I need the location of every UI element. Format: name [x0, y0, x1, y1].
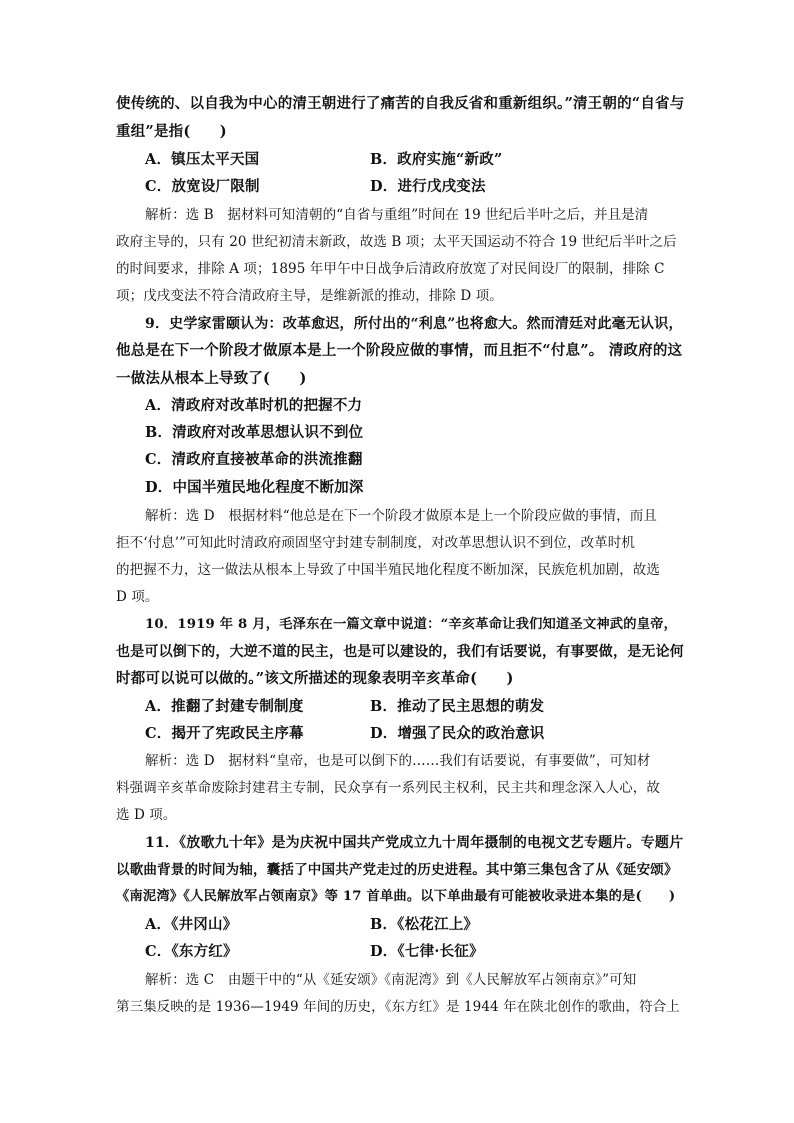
q11-stem-line-2: 以歌曲背景的时间为轴，囊括了中国共产党走过的历史进程。其中第三集包含了从《延安颂》 — [116, 862, 678, 878]
q8-option-d: D．进行戊戌变法 — [370, 178, 486, 195]
q10-analysis-line-3: 选 D 项。 — [116, 807, 177, 823]
q8-option-a: A．镇压太平天国 — [145, 151, 260, 168]
q10-stem-line-2: 也是可以倒下的，大逆不道的民主，也是可以建设的，我们有话要说，有事要做，是无论何 — [116, 644, 684, 660]
q11-analysis-line-1: 解析：选 C 由题干中的“从《延安颂》《南泥湾》到《人民解放军占领南京》”可知 — [145, 972, 637, 988]
q10-option-d: D．增强了民众的政治意识 — [370, 725, 545, 742]
q8-option-c: C．放宽设厂限制 — [145, 178, 260, 195]
q9-option-b: B．清政府对改革思想认识不到位 — [145, 424, 364, 441]
q11-analysis-line-2: 第三集反映的是 1936—1949 年间的历史，《东方红》是 1944 年在陕北创作的歌曲，符合上 — [116, 999, 680, 1015]
q10-stem-line-3: 时都可以说可以做的。”该文所描述的现象表明辛亥革命( ) — [116, 670, 514, 687]
q10-analysis-line-2: 料强调辛亥革命废除封建君主专制，民众享有一系列民主权利，民主共和理念深入人心，故 — [116, 780, 660, 796]
q9-stem-line-2: 他总是在下一个阶段才做原本是上一个阶段应做的事情，而且拒不“付息”。 清政府的这 — [116, 342, 683, 359]
q9-stem-line-3: 一做法从根本上导致了( ) — [116, 370, 307, 387]
q9-analysis-line-1: 解析：选 D 根据材料“他总是在下一个阶段才做原本是上一个阶段应做的事情，而且 — [145, 508, 657, 524]
q9-option-d: D．中国半殖民地化程度不断加深 — [145, 479, 364, 496]
q9-analysis-line-4: D 项。 — [116, 589, 159, 605]
q9-analysis-line-3: 的把握不力，这一做法从根本上导致了中国半殖民地化程度不断加深，民族危机加剧，故选 — [116, 562, 660, 578]
q10-option-a: A．推翻了封建专制制度 — [145, 698, 304, 715]
q10-option-c: C．揭开了宪政民主序幕 — [145, 725, 304, 742]
q11-option-b: B．《松花江上》 — [370, 916, 479, 933]
q10-option-b: B．推动了民主思想的萌发 — [370, 698, 545, 715]
q8-stem-line-1: 使传统的、以自我为中心的清王朝进行了痛苦的自我反省和重新组织。”清王朝的“自省与 — [116, 95, 685, 112]
q9-option-a: A．清政府对改革时机的把握不力 — [145, 397, 363, 414]
q8-analysis-line-3: 的时间要求，排除 A 项；1895 年甲午中日战争后清政府放宽了对民间设厂的限制，排除 C — [116, 261, 665, 277]
q9-analysis-line-2: 拒不‘付息’”可知此时清政府顽固坚守封建专制制度，对改革思想认识不到位，改革时机 — [116, 535, 635, 551]
q8-analysis-line-2: 政府主导的，只有 20 世纪初清末新政，故选 B 项；太平天国运动不符合 19 世纪后半叶之后 — [116, 234, 677, 250]
q8-analysis-line-4: 项；戊戌变法不符合清政府主导，是维新派的推动，排除 D 项。 — [116, 288, 503, 304]
q8-analysis-line-1: 解析：选 B 据材料可知清朝的“自省与重组”时间在 19 世纪后半叶之后，并且是清 — [145, 207, 649, 223]
q8-option-b: B．政府实施“新政” — [370, 151, 503, 168]
q11-option-c: C．《东方红》 — [145, 943, 238, 960]
q11-stem-line-3: 《南泥湾》《人民解放军占领南京》等 17 首单曲。以下单曲最有可能被收录进本集的是( ) — [116, 889, 676, 904]
q11-stem-line-1: 11．《放歌九十年》是为庆祝中国共产党成立九十周年摄制的电视文艺专题片。专题片 — [145, 835, 684, 851]
q10-analysis-line-1: 解析：选 D 据材料“皇帝，也是可以倒下的……我们有话要说，有事要做”，可知材 — [145, 753, 651, 769]
q10-stem-line-1: 10．1919 年 8 月，毛泽东在一篇文章中说道：“辛亥革命让我们知道圣文神武的皇帝， — [145, 617, 678, 632]
q8-stem-line-2: 重组”是指( ) — [116, 123, 227, 140]
q9-option-c: C．清政府直接被革命的洪流推翻 — [145, 451, 363, 468]
q11-option-a: A．《井冈山》 — [145, 916, 238, 933]
q9-stem-line-1: 9．史学家雷颐认为：改革愈迟，所付出的“利息”也将愈大。然而清廷对此毫无认识， — [145, 316, 683, 332]
q11-option-d: D．《七律·长征》 — [370, 943, 484, 960]
